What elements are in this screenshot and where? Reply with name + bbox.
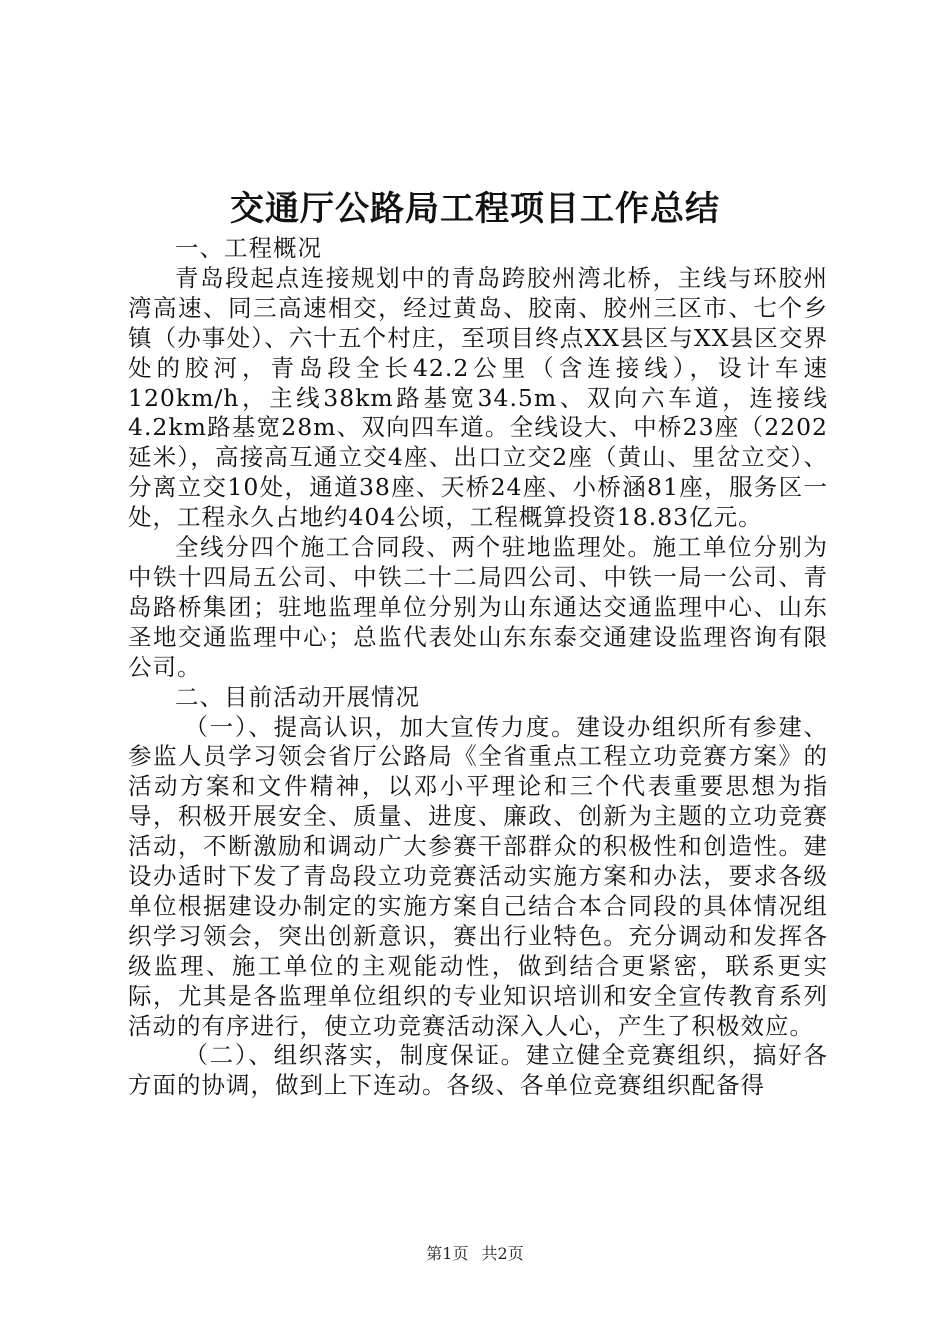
- paragraph-organization-system: （二）、组织落实，制度保证。建立健全竞赛组织，搞好各方面的协调，做到上下连动。各级、各单位竞赛组织配备得: [128, 1041, 828, 1100]
- section-heading-overview: 一、工程概况: [175, 234, 322, 262]
- page-number: 第1页: [426, 1244, 469, 1263]
- section-heading-activities: 二、目前活动开展情况: [175, 682, 420, 711]
- document-body: [128, 234, 828, 1101]
- page-total: 共2页: [481, 1244, 524, 1263]
- paragraph-contract-sections: 全线分四个施工合同段、两个驻地监理处。施工单位分别为中铁十四局五公司、中铁二十二局四公司、中铁一局一公司、青岛路桥集团；驻地监理单位分别为山东通达交通监理中心、山东圣地交通监理中心；总监代表处山东东泰交通建设监理咨询有限公司。: [128, 533, 828, 681]
- document-title: 交通厅公路局工程项目工作总结: [230, 189, 720, 229]
- paragraph-awareness-campaign: （一）、提高认识，加大宣传力度。建设办组织所有参建、参监人员学习领会省厅公路局《全省重点工程立功竞赛方案》的活动方案和文件精神，以邓小平理论和三个代表重要思想为指导，积极开展安全、质量、进度、廉政、创新为主题的立功竞赛活动，不断激励和调动广大参赛干部群众的积极性和创造性。建设办适时下发了青岛段立功竞赛活动实施方案和办法，要求各级单位根据建设办制定的实施方案自己结合本合同段的具体情况组织学习领会，突出创新意识，赛出行业特色。充分调动和发挥各级监理、施工单位的主观能动性，做到结合更紧密，联系更实际，尤其是各监理单位组织的专业知识培训和安全宣传教育系列活动的有序进行，使立功竞赛活动深入人心，产生了积极效应。: [128, 712, 828, 1040]
- page-footer: [0, 1244, 950, 1264]
- paragraph-project-overview: 青岛段起点连接规划中的青岛跨胶州湾北桥，主线与环胶州湾高速、同三高速相交，经过黄岛、胶南、胶州三区市、七个乡镇（办事处）、六十五个村庄，至项目终点XX县区与XX县区交界处的胶河，青岛段全长42.2公里（含连接线），设计车速120km/h，主线38km路基宽34.5m、双向六车道，连接线4.2km路基宽28m、双向四车道。全线设大、中桥23座（2202延米），高接高互通立交4座、出口立交2座（黄山、里岔立交）、分离立交10处，通道38座、天桥24座、小桥涵81座，服务区一处，工程永久占地约404公顷，工程概算投资18.83亿元。: [128, 263, 828, 532]
